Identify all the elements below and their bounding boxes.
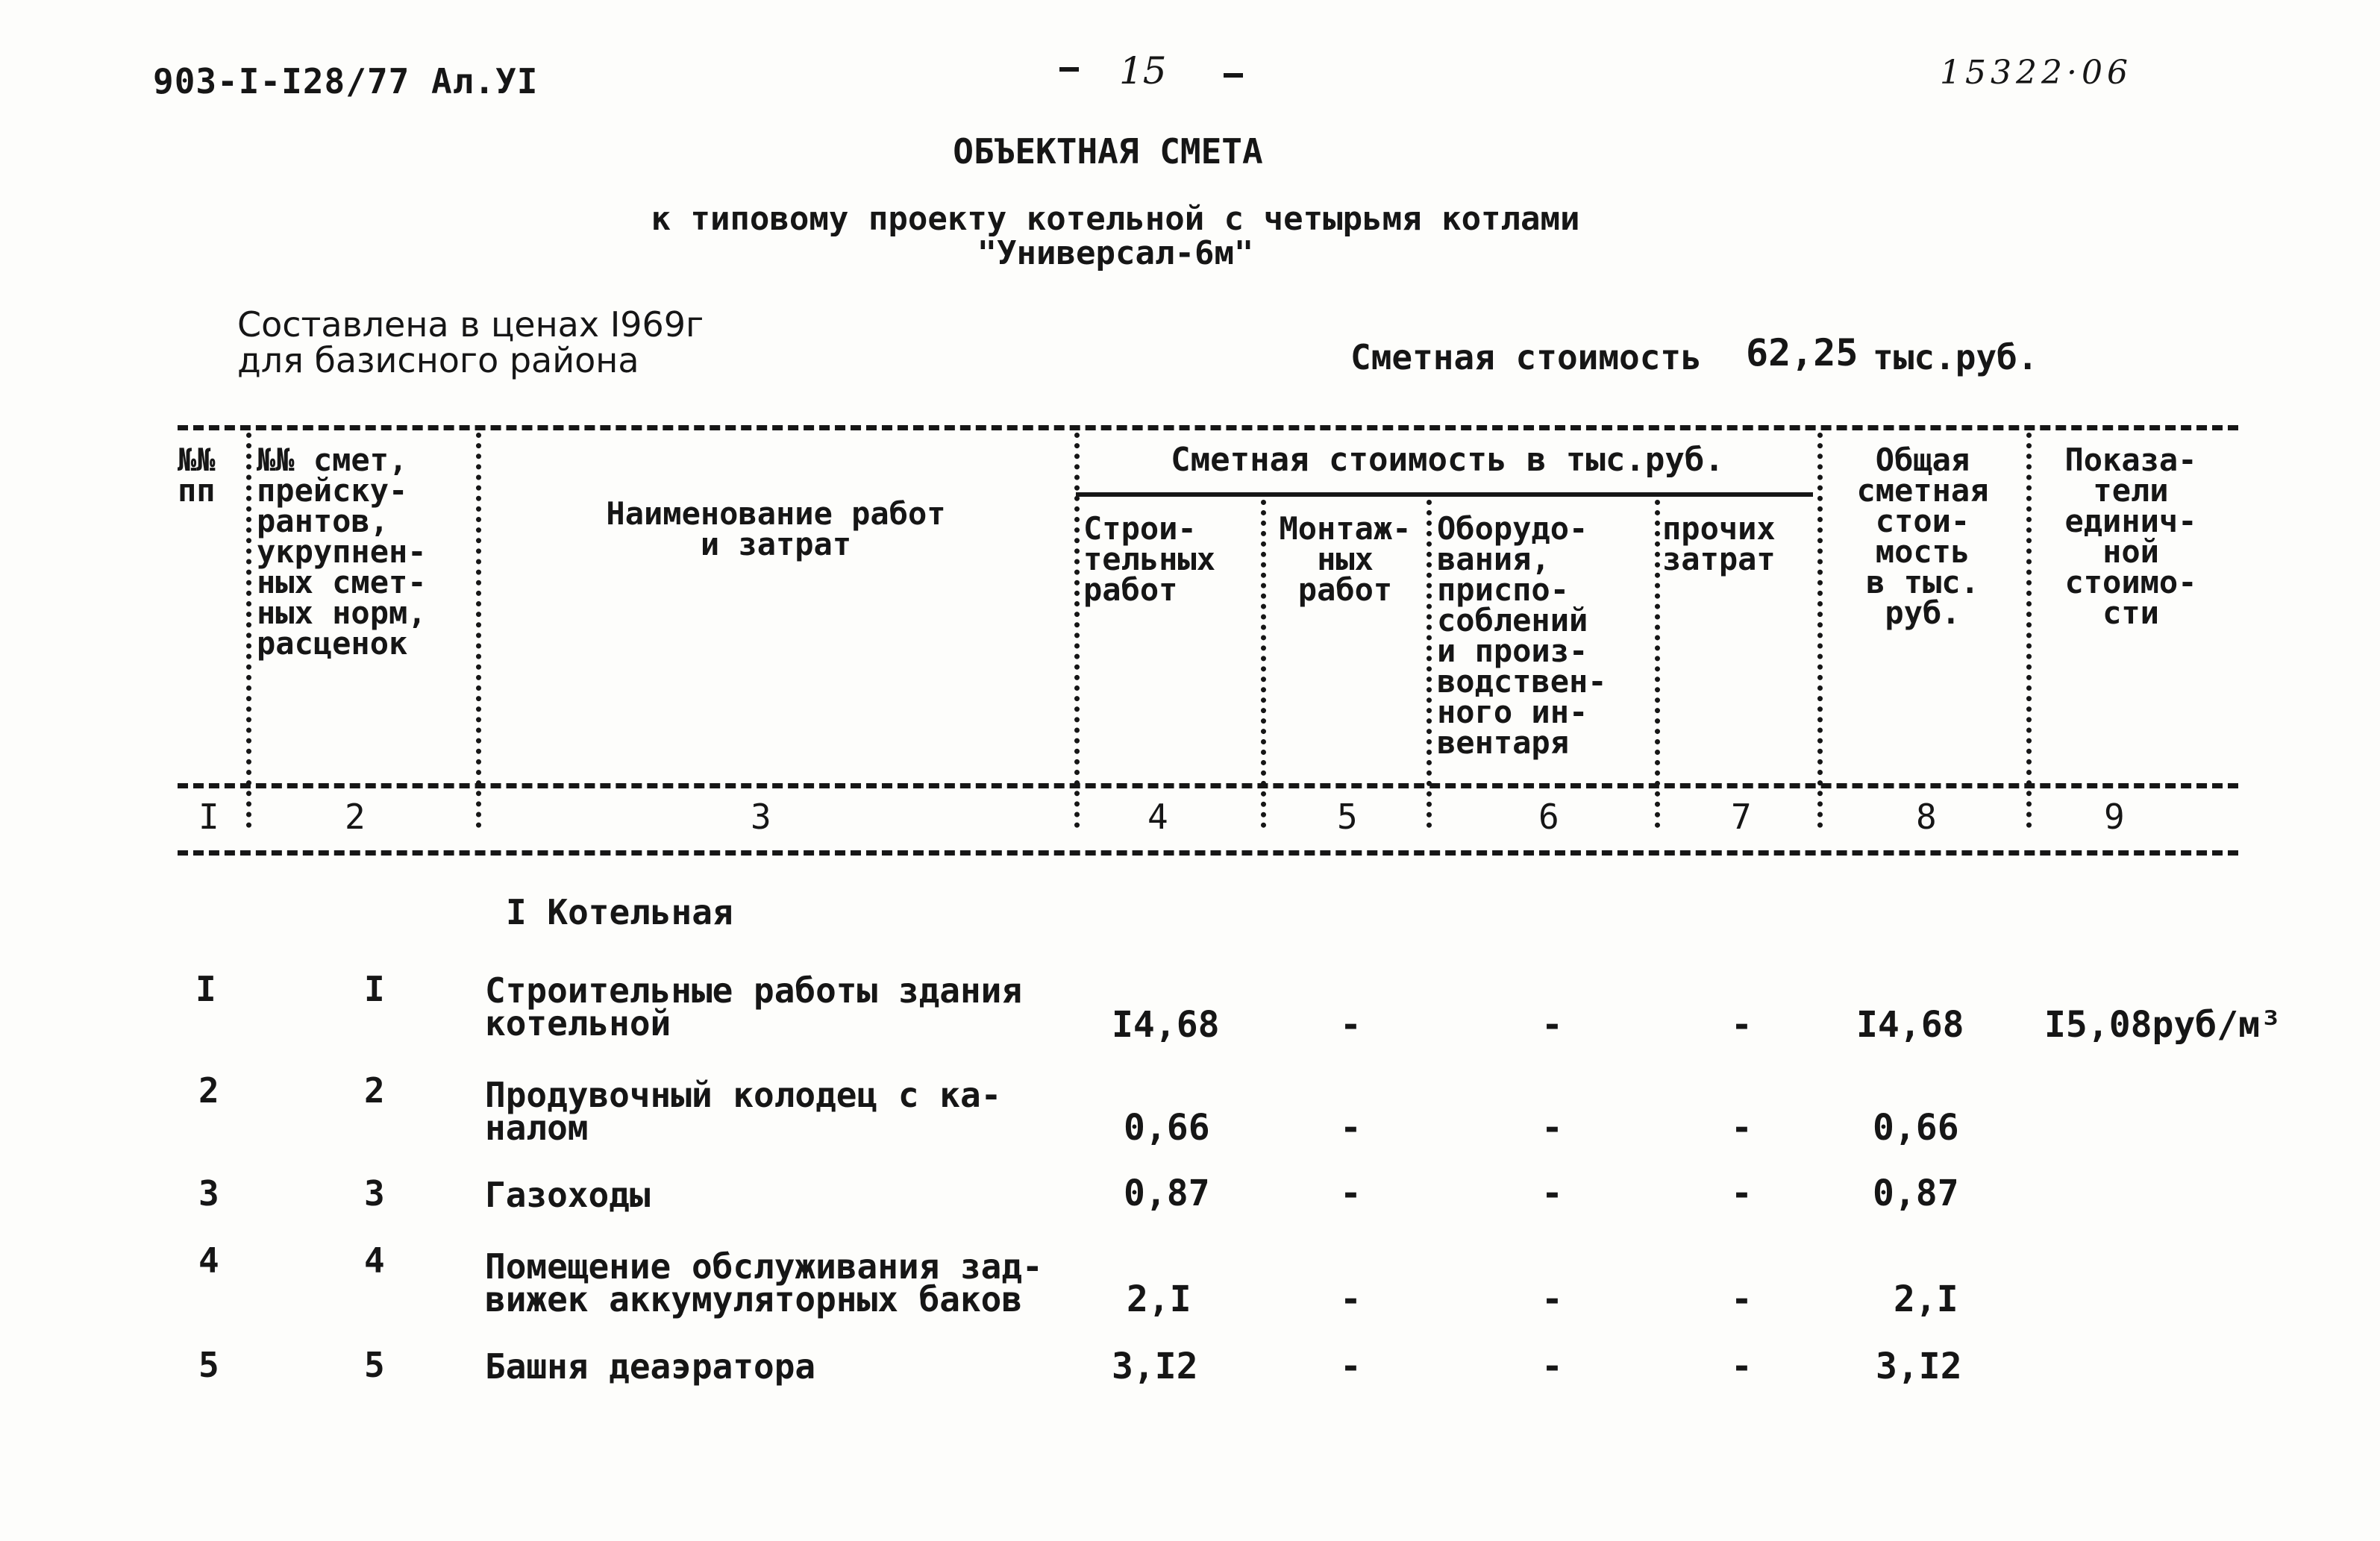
pricing-basis-line2: для базисного района	[237, 340, 639, 380]
col-separator-8	[2026, 433, 2032, 828]
row-construction-cost: 2,I	[1127, 1278, 1191, 1320]
page-number-dash-right	[1224, 73, 1243, 78]
col-separator-5	[1427, 500, 1432, 828]
row-work-name: Строительные работы здания котельной	[485, 970, 1023, 1043]
col-separator-4	[1261, 500, 1266, 828]
estimated-cost-label: Сметная стоимость	[1350, 337, 1702, 377]
column-number-7: 7	[1731, 797, 1752, 837]
row-reference: 2	[364, 1070, 385, 1111]
pricing-basis-line1: Составлена в ценах I969г	[237, 304, 704, 345]
header-col-unit-indicator: Показа- тели единич- ной стоимо- сти	[2064, 442, 2197, 631]
row-installation-cost: -	[1340, 1346, 1362, 1387]
header-col-work-name: Наименование работ и затрат	[606, 495, 946, 562]
row-other-cost: -	[1731, 1346, 1753, 1387]
header-col-item-number: №№ пп	[178, 442, 216, 509]
row-total-cost: I4,68	[1856, 1004, 1964, 1046]
header-col-construction: Строи- тельных работ	[1083, 510, 1216, 608]
row-total-cost: 0,87	[1873, 1173, 1959, 1214]
row-equipment-cost: -	[1541, 1346, 1563, 1387]
row-item-number: 2	[198, 1070, 219, 1111]
row-equipment-cost: -	[1541, 1004, 1563, 1046]
row-reference: 4	[364, 1240, 385, 1281]
column-number-8: 8	[1916, 797, 1937, 837]
row-equipment-cost: -	[1541, 1278, 1563, 1320]
document-code: 903-I-I28/77 Ал.УI	[153, 61, 539, 101]
col-separator-1	[246, 433, 251, 828]
row-construction-cost: I4,68	[1112, 1004, 1220, 1046]
col-separator-6	[1655, 500, 1660, 828]
row-work-name: Продувочный колодец с ка- налом	[485, 1075, 1002, 1148]
column-number-9: 9	[2104, 797, 2125, 837]
header-group-cost: Сметная стоимость в тыс.руб.	[1171, 441, 1724, 479]
row-total-cost: 3,I2	[1876, 1346, 1962, 1387]
estimated-cost-unit: тыс.руб.	[1873, 337, 2038, 377]
row-item-number: I	[195, 969, 216, 1009]
row-other-cost: -	[1731, 1173, 1753, 1214]
header-col-other: прочих затрат	[1662, 510, 1776, 577]
column-number-2: 2	[345, 797, 366, 837]
row-item-number: 3	[198, 1173, 219, 1214]
header-col-installation: Монтаж- ных работ	[1279, 510, 1412, 608]
group-header-underline	[1076, 492, 1813, 497]
row-work-name: Газоходы	[485, 1175, 651, 1215]
header-bottom-rule	[178, 783, 2238, 788]
section-title: I Котельная	[506, 892, 733, 932]
page-number: 15	[1119, 49, 1167, 92]
column-number-6: 6	[1538, 797, 1559, 837]
row-construction-cost: 3,I2	[1112, 1346, 1198, 1387]
row-reference: I	[364, 969, 385, 1009]
column-number-4: 4	[1147, 797, 1168, 837]
col-separator-3	[1074, 433, 1080, 828]
row-other-cost: -	[1731, 1107, 1753, 1149]
table-top-rule	[178, 425, 2238, 430]
document-title: ОБЪЕКТНАЯ СМЕТА	[953, 131, 1263, 172]
row-equipment-cost: -	[1541, 1107, 1563, 1149]
row-construction-cost: 0,66	[1124, 1107, 1210, 1149]
row-item-number: 5	[198, 1345, 219, 1385]
header-col-reference: №№ смет, прейску- рантов, укрупнен- ных смет- ных норм, расценок	[257, 442, 427, 662]
row-installation-cost: -	[1340, 1004, 1362, 1046]
estimated-cost-value: 62,25	[1746, 331, 1858, 374]
row-other-cost: -	[1731, 1004, 1753, 1046]
document-subtitle-line2: "Универсал-6м"	[977, 234, 1254, 272]
page-number-dash-left	[1059, 67, 1079, 72]
row-total-cost: 0,66	[1873, 1107, 1959, 1149]
col-separator-7	[1817, 433, 1823, 828]
column-number-3: 3	[751, 797, 771, 837]
col-separator-2	[476, 433, 481, 828]
row-reference: 3	[364, 1173, 385, 1214]
row-work-name: Башня деаэратора	[485, 1346, 816, 1387]
column-number-1: I	[198, 797, 219, 837]
row-item-number: 4	[198, 1240, 219, 1281]
row-other-cost: -	[1731, 1278, 1753, 1320]
row-installation-cost: -	[1340, 1173, 1362, 1214]
row-work-name: Помещение обслуживания зад- вижек аккумуляторных баков	[485, 1246, 1043, 1319]
inventory-number: 15322·06	[1940, 54, 2132, 92]
row-total-cost: 2,I	[1894, 1278, 1958, 1320]
row-installation-cost: -	[1340, 1107, 1362, 1149]
row-installation-cost: -	[1340, 1278, 1362, 1320]
header-col-equipment: Оборудо- вания, приспо- соблений и произ- водствен- ного ин- вентаря	[1437, 510, 1607, 761]
document-subtitle-line1: к типовому проекту котельной с четырьмя котлами	[651, 200, 1580, 238]
column-number-5: 5	[1337, 797, 1358, 837]
row-reference: 5	[364, 1345, 385, 1385]
row-unit-cost-indicator: I5,08руб/м³	[2044, 1004, 2282, 1046]
header-col-total: Общая сметная стои- мость в тыс. руб.	[1856, 442, 1989, 631]
row-equipment-cost: -	[1541, 1173, 1563, 1214]
row-construction-cost: 0,87	[1124, 1173, 1210, 1214]
column-numbers-rule	[178, 850, 2238, 856]
